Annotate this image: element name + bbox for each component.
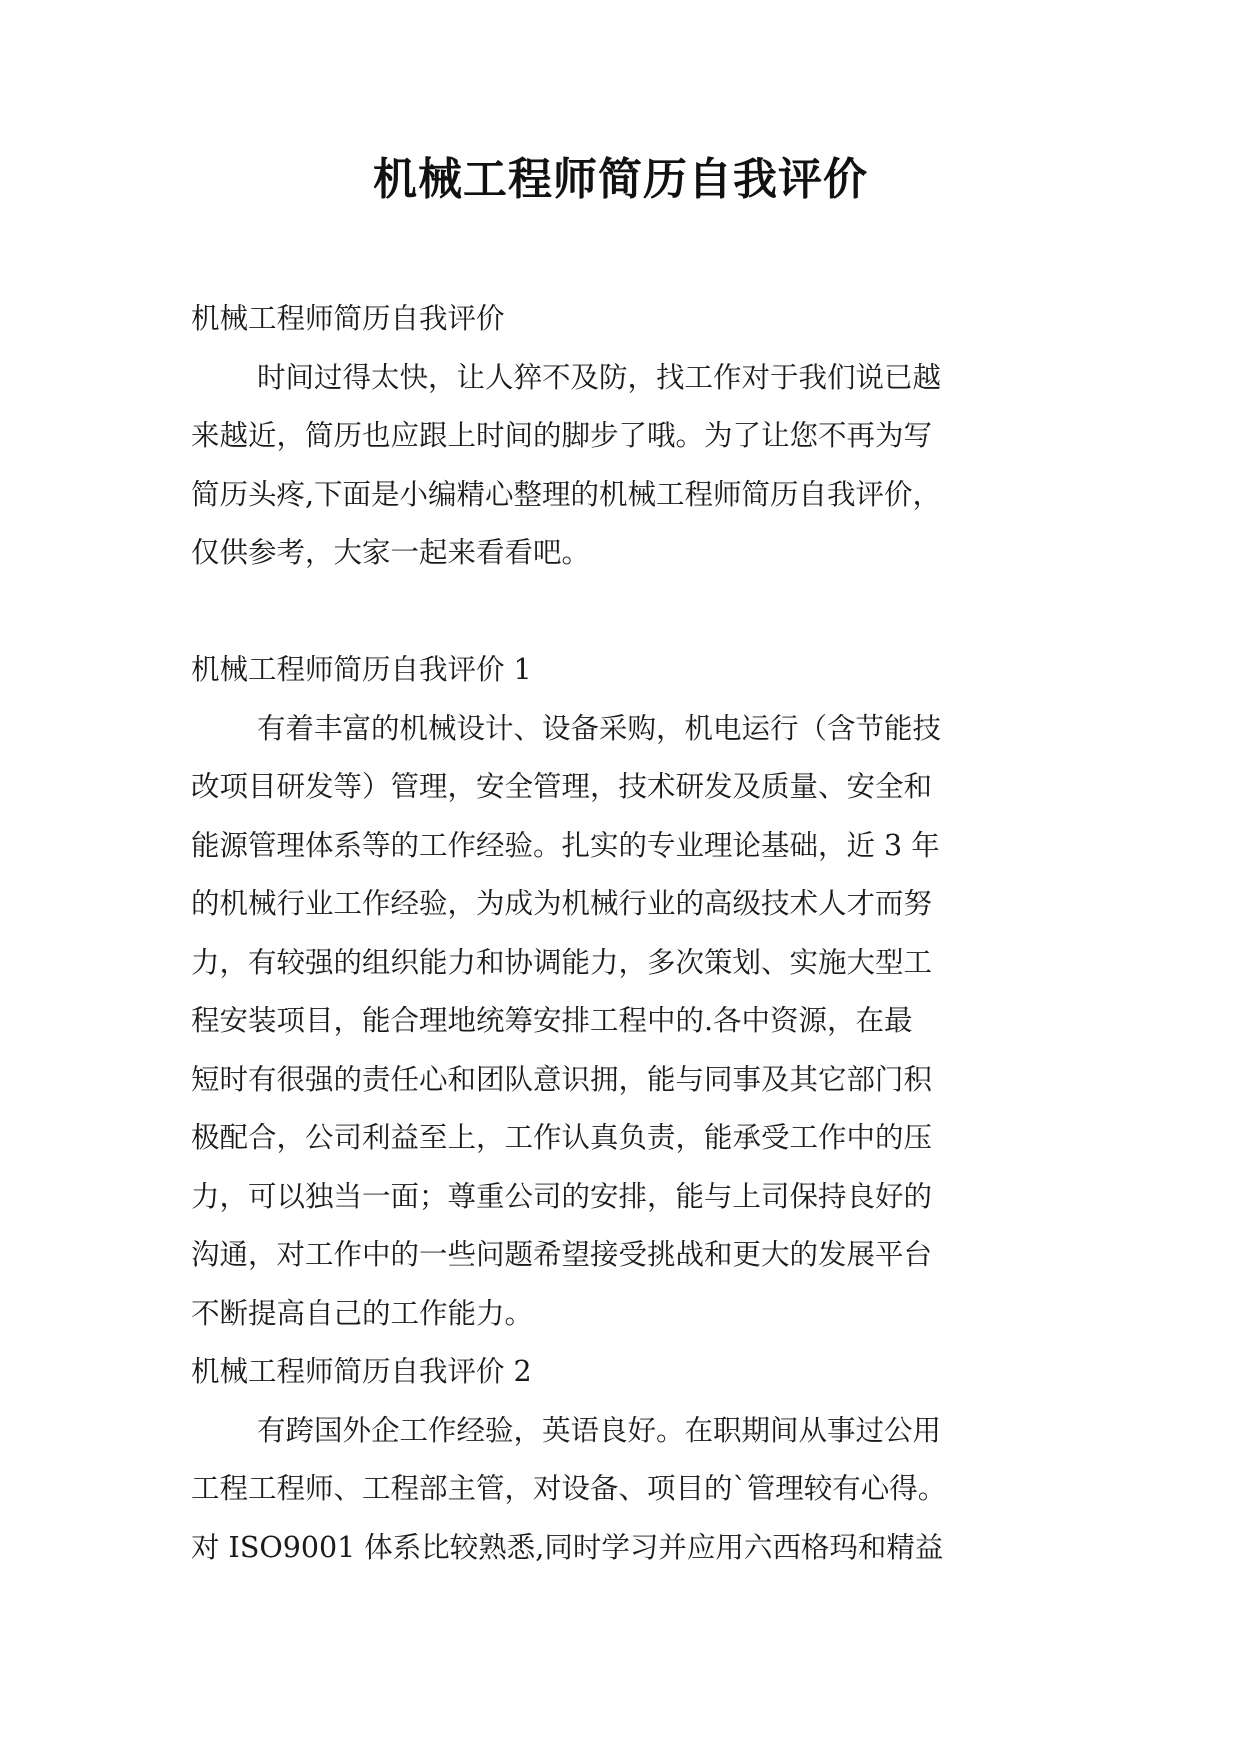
paragraph-spacer <box>191 583 1051 642</box>
intro-line: 时间过得太快，让人猝不及防，找工作对于我们说已越 <box>257 360 942 394</box>
section1-line: 沟通，对工作中的一些问题希望接受挑战和更大的发展平台 <box>191 1238 933 1271</box>
section2-line: 对 ISO9001 体系比较熟悉,同时学习并应用六西格玛和精益 <box>191 1530 944 1564</box>
section1-line: 力，有较强的组织能力和协调能力，多次策划、实施大型工 <box>191 945 933 979</box>
section1-line: 不断提高自己的工作能力。 <box>191 1296 534 1330</box>
section2-heading: 机械工程师简历自我评价 2 <box>191 1355 532 1388</box>
section1-line: 的机械行业工作经验，为成为机械行业的高级技术人才而努 <box>191 887 933 920</box>
section2-line: 有跨国外企工作经验，英语良好。在职期间从事过公用 <box>257 1413 942 1447</box>
section1-line: 极配合，公司利益至上，工作认真负责，能承受工作中的压 <box>191 1121 933 1154</box>
section2-line: 工程工程师、工程部主管，对设备、项目的`管理较有心得。 <box>191 1472 947 1505</box>
section1-line: 力，可以独当一面；尊重公司的安排，能与上司保持良好的 <box>191 1179 933 1213</box>
intro-line: 仅供参考，大家一起来看看吧。 <box>191 536 591 569</box>
section1-line: 程安装项目，能合理地统筹安排工程中的.各中资源，在最 <box>191 1004 913 1037</box>
section1-line: 改项目研发等）管理，安全管理，技术研发及质量、安全和 <box>191 770 933 803</box>
section1-line: 有着丰富的机械设计、设备采购，机电运行（含节能技 <box>257 711 942 745</box>
section1-line: 短时有很强的责任心和团队意识拥，能与同事及其它部门积 <box>191 1062 933 1096</box>
intro-heading: 机械工程师简历自我评价 <box>191 302 505 335</box>
intro-line: 来越近，简历也应跟上时间的脚步了哦。为了让您不再为写 <box>191 419 933 452</box>
document-body <box>191 290 1051 1577</box>
intro-line: 简历头疼,下面是小编精心整理的机械工程师简历自我评价， <box>191 477 942 511</box>
section1-line: 能源管理体系等的工作经验。扎实的专业理论基础，近 3 年 <box>191 828 940 862</box>
document-title: 机械工程师简历自我评价 <box>373 154 868 205</box>
section1-heading: 机械工程师简历自我评价 1 <box>191 653 532 686</box>
